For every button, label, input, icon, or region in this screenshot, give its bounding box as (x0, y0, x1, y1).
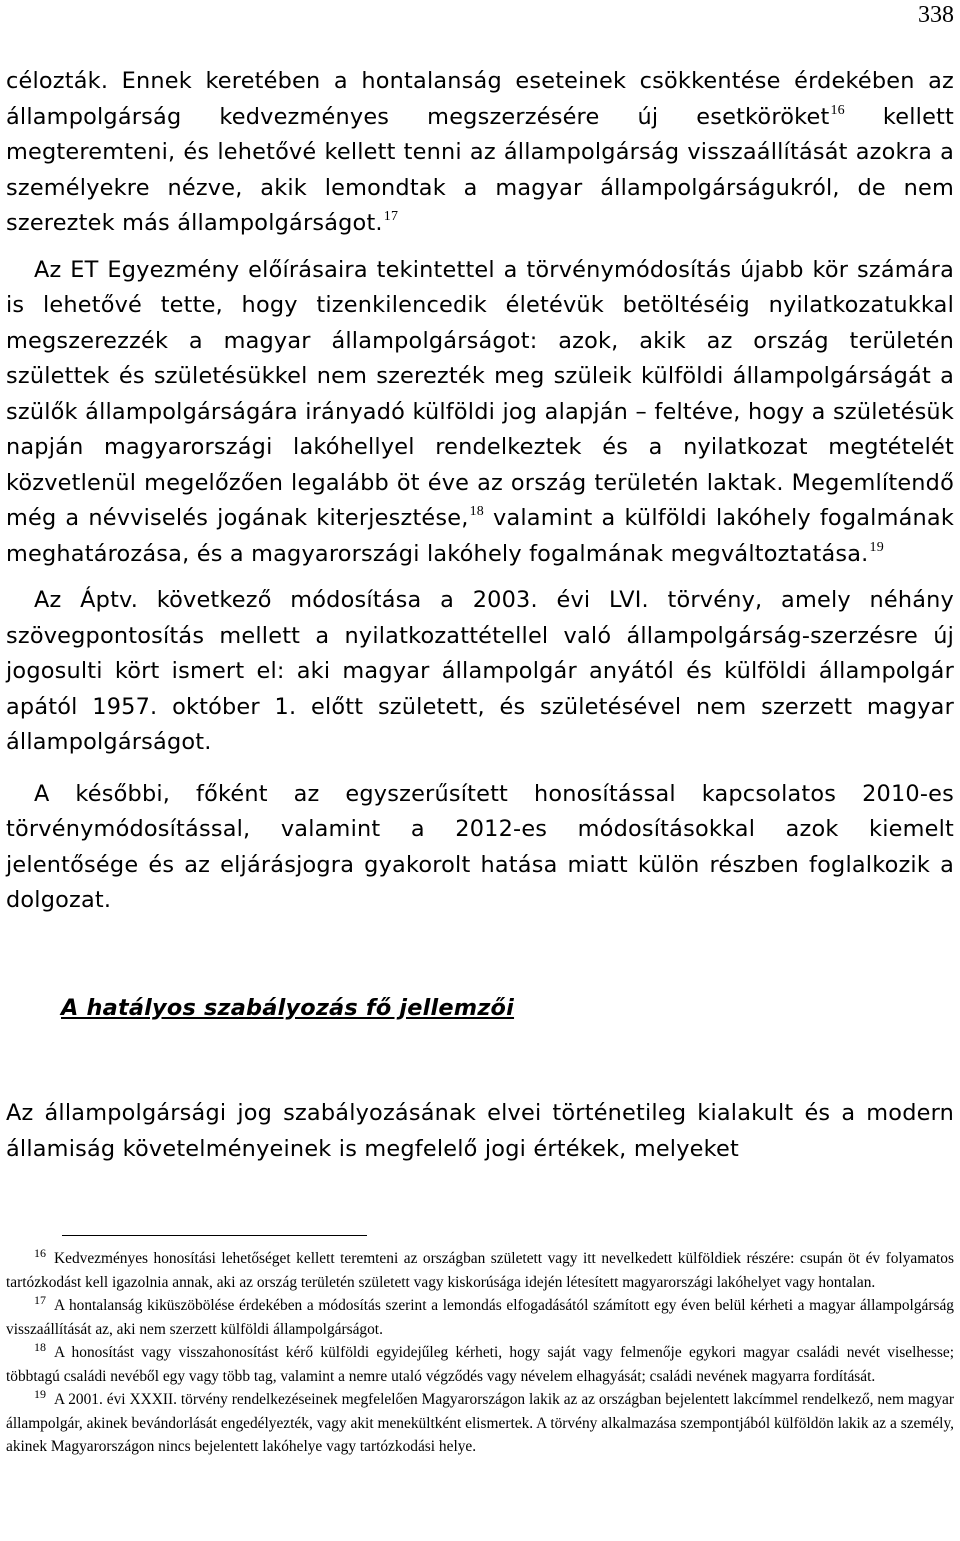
footnote-ref-16[interactable]: 16 (830, 102, 845, 118)
footnote-text-17: A hontalanság kiküszöbölése érdekében a módosítás szerint a lemondás elfogadásától számított egy éven belül kérheti a magyar állampolgárság visszaállítását az, aki nem szerzett külföldi állampolgárságot. (6, 1297, 954, 1338)
paragraph-2-part-2: valamint a külföldi lakóhely fogalmának meghatározása, és a magyarországi lakóhely fogalmának megváltoztatása. (6, 505, 954, 567)
paragraph-2 (6, 253, 954, 573)
paragraph-4-text: A későbbi, főként az egyszerűsített honosítással kapcsolatos 2010-es törvénymódosítással, valamint a 2012-es módosításokkal azok kiemelt jelentősége és az eljárásjogra gyakorolt hatása miatt külön részben foglalkozik a dolgozat. (6, 780, 954, 913)
paragraph-1-part-2: kellett megteremteni, és lehetővé kellett tenni az állampolgárság visszaállítását azokra a személyekre nézve, akik lemondtak a magyar állampolgárságukról, de nem szereztek más állampolgárságot. (6, 103, 954, 236)
page-number: 338 (918, 2, 954, 28)
footnote-number-16: 16 (34, 1246, 46, 1260)
main-text (6, 64, 954, 1167)
footnote-text-16: Kedvezményes honosítási lehetőséget kellett teremteni az országban született vagy itt nevelkedett külföldiek részére: csupán öt év folyamatos tartózkodást kell igazolnia annak, aki az ország területén született vagy kiskorúsága idején létesített magyarországi lakóhelyet vagy hontalan. (6, 1250, 954, 1291)
paragraph-3 (6, 583, 954, 761)
closing-paragraph: Az állampolgársági jog szabályozásának elvei történetileg kialakult és a modern államiság követelményeinek is megfelelő jogi értékek, melyeket (6, 1100, 954, 1162)
footnote-text-19: A 2001. évi XXXII. törvény rendelkezéseinek megfelelően Magyarországon lakik az az országban bejelentett lakcímmel rendelkező, nem magyar állampolgár, akinek bevándorlását engedélyezték, vagy akit menekültként elismertek. A törvény alkalmazása szempontjából külföldön lakik az a személy, akinek Magyarországon nincs bejelentett lakóhelye vagy tartózkodási helye. (6, 1391, 954, 1455)
footnote-ref-17[interactable]: 17 (383, 209, 399, 224)
footnote-16 (6, 1247, 954, 1294)
footnote-17 (6, 1294, 954, 1341)
footnote-text-18: A honosítást vagy visszahonosítást kérő külföldi egyidejűleg kérheti, hogy saját vagy felmenője egykori magyar családi nevét viselhesse; többtagú családi nevéből egy vagy több tag, valamint a nemre utaló végződés vagy névelem elhagyását; családi nevének magyarra fordítását. (6, 1344, 954, 1385)
section-heading: A hatályos szabályozás fő jellemzői (61, 994, 515, 1021)
paragraph-2-part-1: Az ET Egyezmény előírásaira tekintettel a törvénymódosítás újabb kör számára is lehetővé tette, hogy tizenkilencedik életévük betöltéséig nyilatkozatukkal megszerezzék a magyar állampolgárságot: azok, akik az ország területén születtek és születésükkel nem szerezték meg szüleik külföldi állampolgárságát a szülők állampolgárságára irányadó külföldi jog alapján – feltéve, hogy a születésük napján magyarországi lakóhellyel rendelkeztek és a nyilatkozat megtételét közvetlenül megelőzően legalább öt éve az ország területén laktak. Megemlítendő még a névviselés jogának kiterjesztése, (6, 256, 954, 531)
footnote-number-17: 17 (34, 1293, 46, 1307)
footnote-separator (62, 1235, 367, 1236)
footnote-ref-19[interactable]: 19 (869, 539, 884, 555)
footnote-19 (6, 1388, 954, 1459)
footnote-ref-18[interactable]: 18 (469, 504, 484, 519)
paragraph-1-part-1: célozták. Ennek keretében a hontalanság eseteinek csökkentése érdekében az állampolgárság kedvezményes megszerzésére új esetköröket (6, 68, 954, 130)
paragraph-1 (6, 64, 954, 242)
footnote-number-18: 18 (34, 1340, 46, 1354)
footnote-number-19: 19 (34, 1387, 46, 1401)
footnotes (6, 1247, 954, 1459)
footnote-18 (6, 1341, 954, 1388)
paragraph-3-text: Az Áptv. következő módosítása a 2003. évi LVI. törvény, amely néhány szövegpontosítás mellett a nyilatkozattétellel való állampolgárság-szerzésre új jogosulti kört ismert el: aki magyar állampolgár anyától és külföldi állampolgár apától 1957. október 1. előtt született, és születésével nem szerzett magyar állampolgárságot. (6, 587, 954, 755)
paragraph-4 (6, 777, 954, 919)
